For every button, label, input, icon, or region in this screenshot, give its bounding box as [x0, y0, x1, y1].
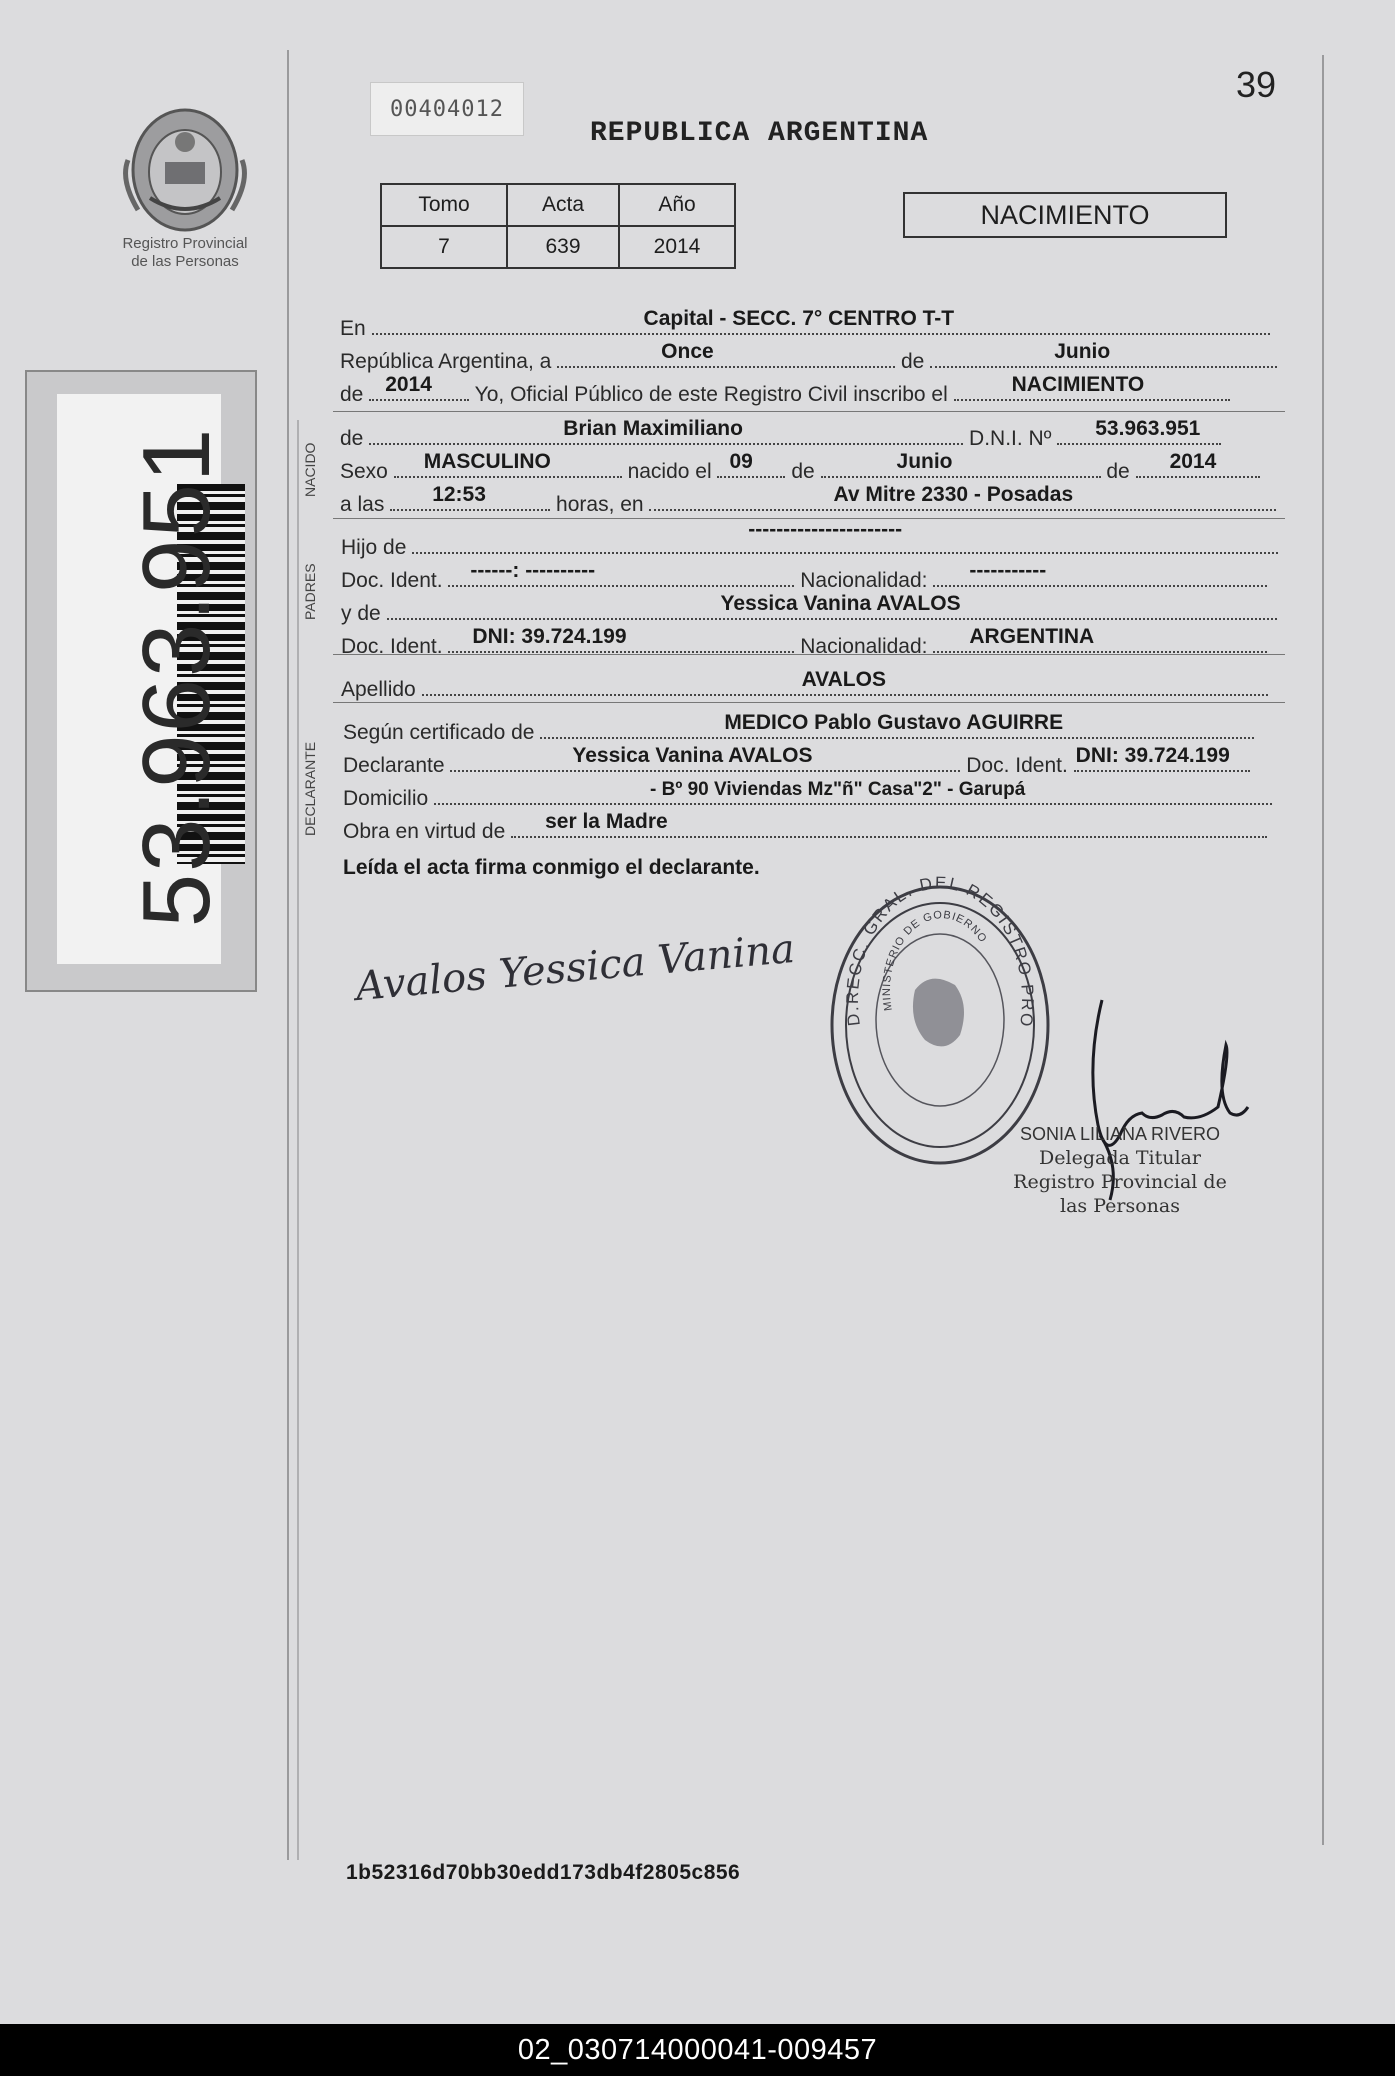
- row-certificado: [343, 711, 1254, 745]
- province-emblem-logo: [110, 100, 260, 240]
- value-nac-dia: 09: [729, 450, 753, 473]
- value-hora: 12:53: [432, 483, 486, 506]
- row-madre: [341, 592, 1277, 626]
- value-madre: Yessica Vanina AVALOS: [720, 592, 961, 615]
- label-de-nac-mes: de: [791, 460, 815, 483]
- value-acta: 639: [507, 226, 619, 268]
- page-number: 39: [1236, 64, 1277, 105]
- stamp-outer-text: D.RECC. GRAL. DEL REGISTRO PRO: [842, 873, 1038, 1030]
- side-dni-number: 53.963.951: [123, 426, 230, 928]
- header-title: REPUBLICA ARGENTINA: [590, 118, 929, 149]
- label-republica: República Argentina, a: [340, 350, 552, 373]
- label-padre-doc: Doc. Ident.: [341, 569, 443, 592]
- label-domicilio: Domicilio: [343, 787, 429, 810]
- official-title: Delegada Titular: [1039, 1147, 1201, 1169]
- registry-label-line1: Registro Provincial: [122, 235, 248, 252]
- value-padre: ----------------------: [748, 518, 903, 541]
- divider-nacido: [333, 411, 1285, 412]
- value-certificado: MEDICO Pablo Gustavo AGUIRRE: [724, 711, 1064, 734]
- read-sign-statement: Leída el acta firma conmigo el declarante.: [343, 856, 760, 879]
- registry-label: [100, 235, 270, 271]
- official-block: [1000, 1122, 1240, 1218]
- label-de-nac-anio: de: [1106, 460, 1130, 483]
- declarant-signature: Avalos Yessica Vanina: [353, 925, 797, 1011]
- official-name: SONIA LILIANA RIVERO: [1019, 1124, 1221, 1144]
- value-nombre: Brian Maximiliano: [563, 417, 743, 440]
- value-declarante: Yessica Vanina AVALOS: [572, 744, 813, 767]
- value-anio: 2014: [619, 226, 735, 268]
- value-tomo: 7: [381, 226, 507, 268]
- value-nac-mes: Junio: [896, 450, 953, 473]
- label-dni: D.N.I. Nº: [969, 427, 1052, 450]
- value-lugar-inscripcion: Capital - SECC. 7° CENTRO T-T: [643, 307, 955, 330]
- inner-left-line: [297, 420, 299, 1860]
- value-inscribo: NACIMIENTO: [1011, 373, 1145, 396]
- label-nacido-el: nacido el: [627, 460, 712, 483]
- label-declarante-doc: Doc. Ident.: [966, 754, 1068, 777]
- label-oficial: Yo, Oficial Público de este Registro Civil inscribo el: [474, 383, 948, 406]
- label-horas-en: horas, en: [556, 493, 644, 516]
- label-madre-nac: Nacionalidad:: [800, 635, 928, 658]
- divider-declarante: [333, 702, 1285, 703]
- row-obra: [343, 810, 1267, 844]
- value-sexo: MASCULINO: [423, 450, 551, 473]
- right-margin-line: [1322, 55, 1324, 1845]
- value-madre-doc: DNI: 39.724.199: [472, 625, 627, 648]
- row-padre-doc: [341, 559, 1267, 593]
- tomo-acta-anio-table: [380, 183, 736, 269]
- official-office: Registro Provincial de las Personas: [1013, 1171, 1227, 1217]
- row-madre-doc: [341, 625, 1267, 659]
- scan-filename-bar: 02_030714000041-009457: [0, 2024, 1395, 2076]
- value-mes: Junio: [1054, 340, 1111, 363]
- label-de-mes: de: [901, 350, 925, 373]
- serial-number: 00404012: [370, 82, 524, 136]
- row-hijo-de: [341, 518, 1278, 560]
- row-apellido: [341, 668, 1268, 702]
- label-sexo: Sexo: [340, 460, 388, 483]
- label-de-nombre: de: [340, 427, 364, 450]
- label-padre-nac: Nacionalidad:: [800, 569, 928, 592]
- registry-label-line2: de las Personas: [131, 253, 239, 270]
- label-segun: Según certificado de: [343, 721, 535, 744]
- value-nac-anio: 2014: [1169, 450, 1217, 473]
- label-apellido: Apellido: [341, 678, 416, 701]
- row-nombre: [340, 417, 1221, 451]
- label-hijo-de: Hijo de: [341, 536, 407, 559]
- header-anio: Año: [619, 184, 735, 226]
- header-tomo: Tomo: [381, 184, 507, 226]
- row-domicilio: [343, 779, 1272, 811]
- value-anio-inscripcion: 2014: [385, 373, 432, 396]
- document-hash: 1b52316d70bb30edd173db4f2805c856: [346, 1861, 741, 1884]
- section-label-declarante: DECLARANTE: [302, 741, 318, 836]
- section-label-padres: PADRES: [302, 563, 318, 620]
- label-en: En: [340, 317, 366, 340]
- dni-side-strip: [25, 370, 257, 992]
- label-madre-doc: Doc. Ident.: [341, 635, 443, 658]
- value-padre-nac: -----------: [969, 559, 1047, 582]
- left-margin-line: [287, 50, 289, 1860]
- label-obra: Obra en virtud de: [343, 820, 506, 843]
- row-declarante: [343, 744, 1250, 778]
- value-lugar-nacimiento: Av Mitre 2330 - Posadas: [833, 483, 1074, 506]
- value-dia: Once: [661, 340, 714, 363]
- value-dni: 53.963.951: [1095, 417, 1201, 440]
- value-obra: ser la Madre: [545, 810, 668, 833]
- value-apellido: AVALOS: [801, 668, 886, 691]
- row-en: [340, 307, 1270, 341]
- row-oficial: [340, 373, 1230, 407]
- row-sexo: [340, 450, 1260, 484]
- label-declarante: Declarante: [343, 754, 445, 777]
- value-padre-doc: ------: ----------: [470, 559, 596, 582]
- value-madre-nac: ARGENTINA: [969, 625, 1095, 648]
- record-type-box: NACIMIENTO: [903, 192, 1227, 238]
- row-republica: [340, 340, 1277, 374]
- stamp-inner-text: MINISTERIO DE GOBIERNO: [880, 908, 990, 1012]
- label-de-anio: de: [340, 383, 364, 406]
- value-domicilio: - Bº 90 Viviendas Mz"ñ" Casa"2" - Garupá: [650, 779, 1026, 800]
- value-declarante-doc: DNI: 39.724.199: [1075, 744, 1230, 767]
- header-acta: Acta: [507, 184, 619, 226]
- label-y-de: y de: [341, 602, 381, 625]
- label-a-las: a las: [340, 493, 385, 516]
- section-label-nacido: NACIDO: [302, 442, 318, 497]
- row-hora: [340, 483, 1276, 517]
